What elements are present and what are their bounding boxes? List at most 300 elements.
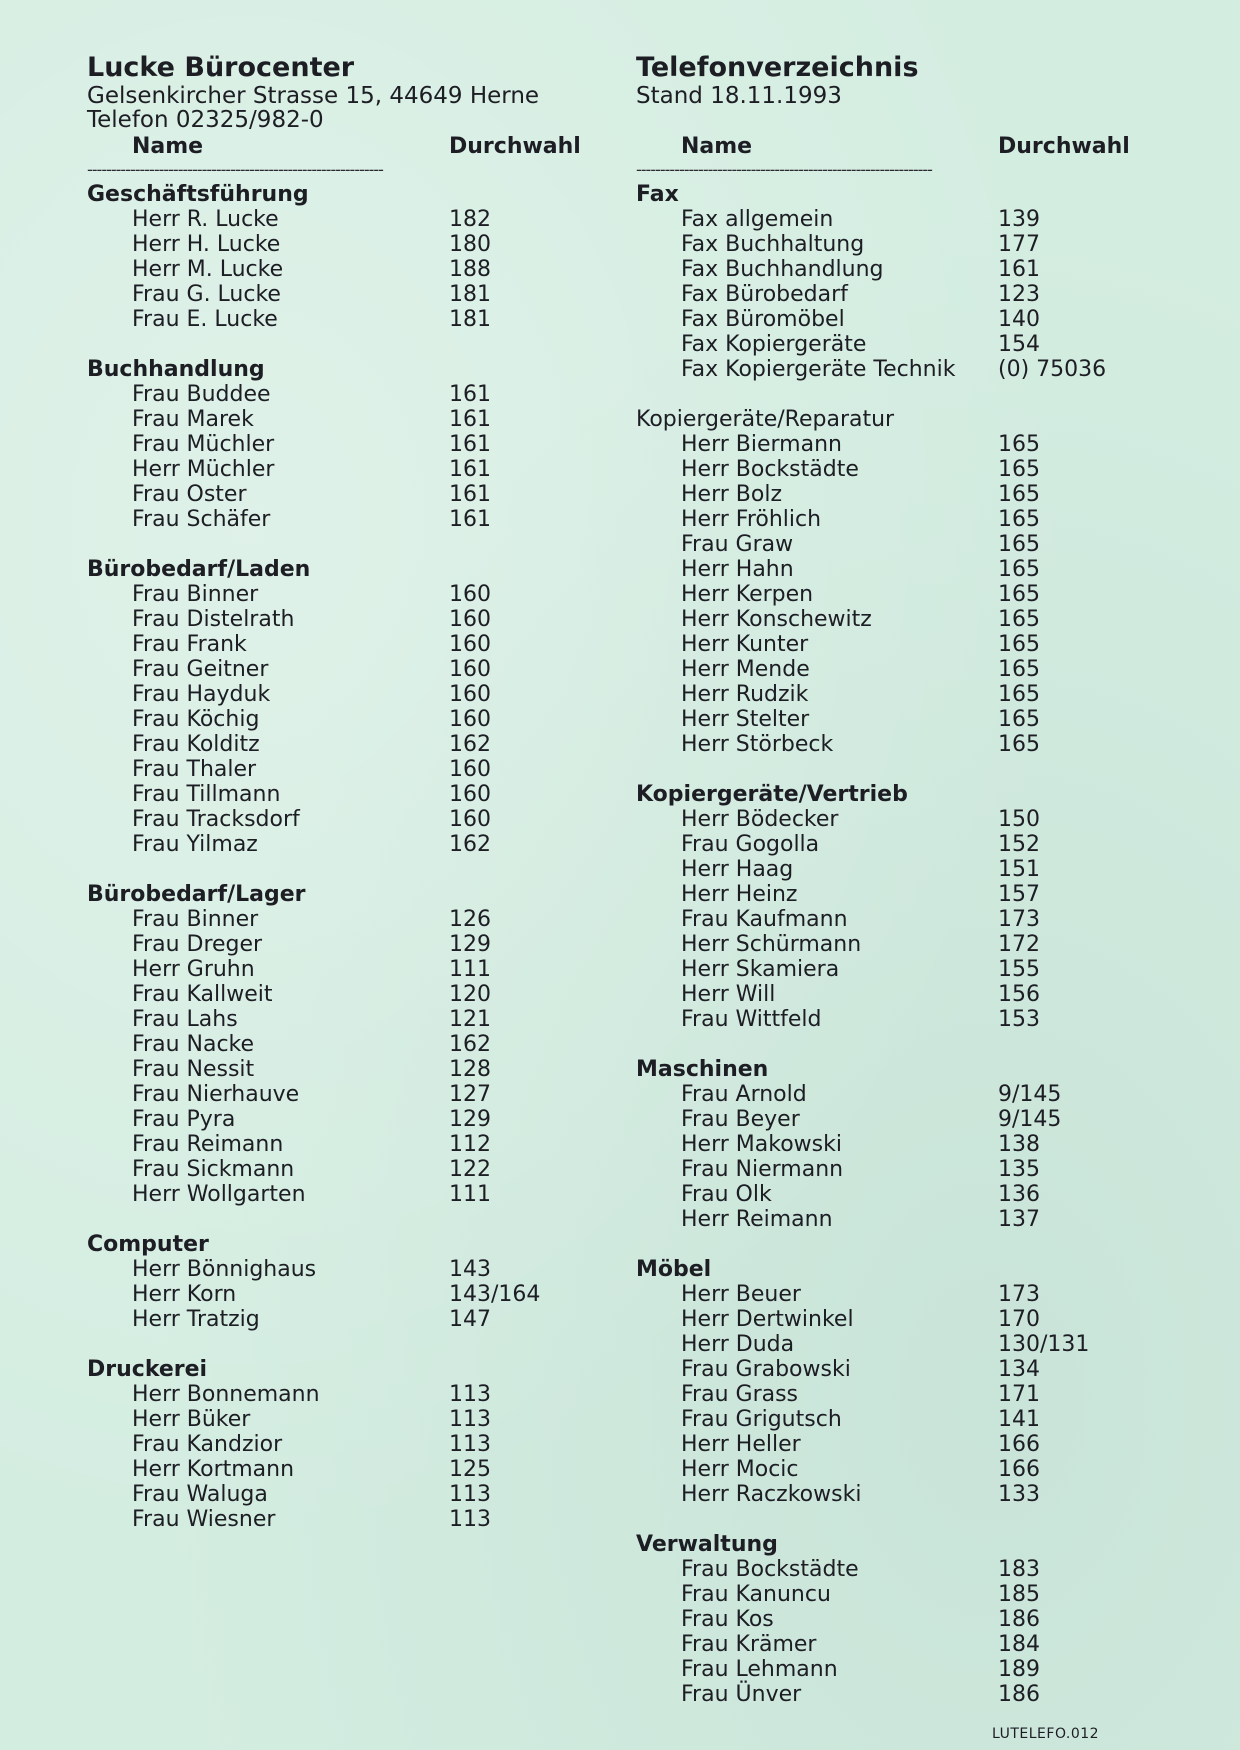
directory-entry bbox=[636, 907, 1156, 932]
document-code: LUTELEFO.012 bbox=[992, 1726, 1100, 1742]
directory-entry bbox=[636, 532, 1156, 557]
directory-entry bbox=[636, 482, 1156, 507]
entry-name: Frau Lahs bbox=[132, 1007, 238, 1032]
entry-name: Frau Kaufmann bbox=[681, 907, 848, 932]
entry-extension: 161 bbox=[449, 432, 491, 457]
entry-name: Fax Buchhandlung bbox=[681, 257, 884, 282]
entry-extension: 161 bbox=[449, 482, 491, 507]
entry-extension: 165 bbox=[998, 532, 1040, 557]
section-gap bbox=[636, 1032, 1156, 1057]
directory-entry bbox=[87, 832, 607, 857]
entry-name: Frau Grass bbox=[681, 1382, 799, 1407]
entry-extension: 136 bbox=[998, 1182, 1040, 1207]
entry-name: Herr Müchler bbox=[132, 457, 275, 482]
directory-entry bbox=[636, 607, 1156, 632]
entry-name: Fax Büromöbel bbox=[681, 307, 845, 332]
directory-entry bbox=[636, 232, 1156, 257]
directory-entry bbox=[636, 982, 1156, 1007]
directory-entry bbox=[87, 982, 607, 1007]
directory-entry bbox=[87, 282, 607, 307]
directory-entry bbox=[87, 1157, 607, 1182]
entry-extension: 151 bbox=[998, 857, 1040, 882]
entry-name: Frau Graw bbox=[681, 532, 794, 557]
entry-extension: 182 bbox=[449, 207, 491, 232]
entry-extension: 166 bbox=[998, 1432, 1040, 1457]
entry-name: Herr Haag bbox=[681, 857, 794, 882]
entry-name: Herr Duda bbox=[681, 1332, 795, 1357]
entry-name: Frau Binner bbox=[132, 582, 259, 607]
entry-name: Herr Rudzik bbox=[681, 682, 809, 707]
entry-extension: 160 bbox=[449, 807, 491, 832]
entry-name: Herr Büker bbox=[132, 1407, 251, 1432]
entry-extension: 154 bbox=[998, 332, 1040, 357]
entry-extension: 165 bbox=[998, 707, 1040, 732]
directory-entry bbox=[636, 1407, 1156, 1432]
entry-name: Herr Makowski bbox=[681, 1132, 842, 1157]
entry-extension: 160 bbox=[449, 657, 491, 682]
section-title: Computer bbox=[87, 1232, 209, 1257]
section-title: Bürobedarf/Lager bbox=[87, 882, 306, 907]
header-extension: Durchwahl bbox=[449, 134, 581, 159]
entry-extension: 165 bbox=[998, 432, 1040, 457]
entry-extension: 162 bbox=[449, 832, 491, 857]
entry-extension: 129 bbox=[449, 1107, 491, 1132]
entry-name: Frau Niermann bbox=[681, 1157, 844, 1182]
entry-extension: 186 bbox=[998, 1682, 1040, 1707]
directory-entry bbox=[636, 1007, 1156, 1032]
document-title: Telefonverzeichnis bbox=[636, 52, 919, 83]
entry-extension: 126 bbox=[449, 907, 491, 932]
directory-entry bbox=[636, 882, 1156, 907]
directory-entry bbox=[87, 1382, 607, 1407]
entry-name: Herr Bödecker bbox=[681, 807, 839, 832]
entry-extension: 123 bbox=[998, 282, 1040, 307]
directory-entry bbox=[87, 382, 607, 407]
entry-name: Herr Bolz bbox=[681, 482, 782, 507]
entry-name: Frau Pyra bbox=[132, 1107, 236, 1132]
entry-name: Frau Oster bbox=[132, 482, 247, 507]
directory-entry bbox=[636, 1482, 1156, 1507]
entry-extension: 185 bbox=[998, 1582, 1040, 1607]
entry-extension: 139 bbox=[998, 207, 1040, 232]
entry-name: Frau Ünver bbox=[681, 1682, 802, 1707]
entry-extension: 121 bbox=[449, 1007, 491, 1032]
entry-extension: 143 bbox=[449, 1257, 491, 1282]
entry-name: Herr Bockstädte bbox=[681, 457, 859, 482]
section-title: Maschinen bbox=[636, 1057, 769, 1082]
entry-extension: 160 bbox=[449, 632, 491, 657]
entry-extension: 138 bbox=[998, 1132, 1040, 1157]
directory-entry bbox=[636, 1607, 1156, 1632]
entry-name: Herr Raczkowski bbox=[681, 1482, 862, 1507]
directory-entry bbox=[87, 232, 607, 257]
directory-entry bbox=[636, 1282, 1156, 1307]
directory-entry bbox=[87, 407, 607, 432]
entry-extension: 165 bbox=[998, 632, 1040, 657]
section-gap bbox=[636, 757, 1156, 782]
entry-extension: 181 bbox=[449, 282, 491, 307]
entry-name: Herr M. Lucke bbox=[132, 257, 284, 282]
entry-extension: 157 bbox=[998, 882, 1040, 907]
entry-extension: 173 bbox=[998, 907, 1040, 932]
entry-extension: 134 bbox=[998, 1357, 1040, 1382]
directory-entry bbox=[636, 707, 1156, 732]
directory-section bbox=[636, 1532, 1156, 1707]
entry-extension: 171 bbox=[998, 1382, 1040, 1407]
entry-extension: (0) 75036 bbox=[998, 357, 1107, 382]
directory-entry bbox=[87, 607, 607, 632]
entry-extension: 170 bbox=[998, 1307, 1040, 1332]
directory-entry bbox=[87, 432, 607, 457]
directory-entry bbox=[87, 1082, 607, 1107]
entry-name: Herr Kerpen bbox=[681, 582, 814, 607]
entry-extension: 181 bbox=[449, 307, 491, 332]
entry-name: Herr Reimann bbox=[681, 1207, 833, 1232]
directory-section bbox=[87, 1232, 607, 1332]
right-directory bbox=[636, 182, 1156, 1707]
entry-name: Frau Grabowski bbox=[681, 1357, 851, 1382]
entry-name: Frau Kolditz bbox=[132, 732, 260, 757]
directory-entry bbox=[87, 207, 607, 232]
section-title: Bürobedarf/Laden bbox=[87, 557, 311, 582]
directory-entry bbox=[636, 1157, 1156, 1182]
entry-name: Herr Kortmann bbox=[132, 1457, 295, 1482]
entry-extension: 165 bbox=[998, 457, 1040, 482]
entry-name: Herr Gruhn bbox=[132, 957, 255, 982]
entry-extension: 161 bbox=[449, 407, 491, 432]
entry-name: Frau Arnold bbox=[681, 1082, 807, 1107]
entry-extension: 113 bbox=[449, 1432, 491, 1457]
directory-entry bbox=[87, 1282, 607, 1307]
entry-extension: 155 bbox=[998, 957, 1040, 982]
company-phone: Telefon 02325/982-0 bbox=[87, 107, 324, 133]
entry-extension: 120 bbox=[449, 982, 491, 1007]
directory-entry bbox=[636, 1207, 1156, 1232]
entry-name: Frau Frank bbox=[132, 632, 247, 657]
directory-entry bbox=[87, 1407, 607, 1432]
entry-name: Frau Wiesner bbox=[132, 1507, 276, 1532]
entry-extension: 160 bbox=[449, 757, 491, 782]
company-name: Lucke Bürocenter bbox=[87, 52, 355, 83]
directory-entry bbox=[636, 1457, 1156, 1482]
header-extension: Durchwahl bbox=[998, 134, 1130, 159]
entry-name: Herr Heinz bbox=[681, 882, 798, 907]
directory-entry bbox=[636, 557, 1156, 582]
entry-name: Herr Konschewitz bbox=[681, 607, 872, 632]
entry-extension: 160 bbox=[449, 707, 491, 732]
entry-extension: 141 bbox=[998, 1407, 1040, 1432]
directory-section bbox=[87, 1357, 607, 1532]
entry-name: Herr Schürmann bbox=[681, 932, 862, 957]
section-title: Möbel bbox=[636, 1257, 712, 1282]
entry-name: Frau Geitner bbox=[132, 657, 269, 682]
directory-entry bbox=[636, 932, 1156, 957]
entry-name: Frau Kanuncu bbox=[681, 1582, 831, 1607]
directory-entry bbox=[636, 282, 1156, 307]
entry-extension: 112 bbox=[449, 1132, 491, 1157]
separator-line: -------------------------------------------------------------- bbox=[636, 162, 932, 179]
entry-name: Frau Kos bbox=[681, 1607, 774, 1632]
entry-extension: 113 bbox=[449, 1382, 491, 1407]
column-header-left bbox=[87, 132, 607, 162]
entry-extension: 166 bbox=[998, 1457, 1040, 1482]
entry-name: Herr Mocic bbox=[681, 1457, 799, 1482]
directory-entry bbox=[87, 482, 607, 507]
entry-name: Frau Dreger bbox=[132, 932, 263, 957]
section-gap bbox=[87, 532, 607, 557]
entry-extension: 153 bbox=[998, 1007, 1040, 1032]
header-name: Name bbox=[681, 134, 753, 159]
entry-extension: 162 bbox=[449, 732, 491, 757]
directory-entry bbox=[87, 932, 607, 957]
directory-entry bbox=[636, 1332, 1156, 1357]
entry-name: Frau Schäfer bbox=[132, 507, 271, 532]
directory-entry bbox=[636, 1432, 1156, 1457]
directory-entry bbox=[636, 207, 1156, 232]
section-gap bbox=[636, 1507, 1156, 1532]
directory-entry bbox=[636, 357, 1156, 382]
directory-entry bbox=[87, 1507, 607, 1532]
entry-name: Fax Bürobedarf bbox=[681, 282, 848, 307]
directory-entry bbox=[87, 1057, 607, 1082]
directory-entry bbox=[87, 1307, 607, 1332]
directory-entry bbox=[636, 1657, 1156, 1682]
entry-extension: 125 bbox=[449, 1457, 491, 1482]
directory-entry bbox=[87, 707, 607, 732]
company-address: Gelsenkircher Strasse 15, 44649 Herne bbox=[87, 83, 540, 109]
left-directory bbox=[87, 182, 607, 1532]
directory-section bbox=[87, 357, 607, 532]
entry-extension: 111 bbox=[449, 1182, 491, 1207]
right-column bbox=[636, 52, 1156, 1707]
directory-entry bbox=[87, 457, 607, 482]
directory-entry bbox=[636, 632, 1156, 657]
entry-extension: 183 bbox=[998, 1557, 1040, 1582]
entry-extension: 165 bbox=[998, 682, 1040, 707]
directory-entry bbox=[636, 1357, 1156, 1382]
entry-extension: 161 bbox=[998, 257, 1040, 282]
directory-entry bbox=[87, 807, 607, 832]
entry-extension: 162 bbox=[449, 1032, 491, 1057]
entry-name: Herr Kunter bbox=[681, 632, 809, 657]
entry-name: Frau Thaler bbox=[132, 757, 257, 782]
directory-entry bbox=[636, 832, 1156, 857]
header-name: Name bbox=[132, 134, 204, 159]
directory-entry bbox=[636, 457, 1156, 482]
directory-entry bbox=[636, 1632, 1156, 1657]
entry-name: Frau Distelrath bbox=[132, 607, 295, 632]
entry-extension: 165 bbox=[998, 557, 1040, 582]
directory-entry bbox=[87, 582, 607, 607]
entry-name: Herr Mende bbox=[681, 657, 810, 682]
directory-section bbox=[636, 1057, 1156, 1232]
entry-extension: 160 bbox=[449, 607, 491, 632]
entry-extension: 165 bbox=[998, 657, 1040, 682]
section-gap bbox=[87, 1207, 607, 1232]
directory-entry bbox=[636, 957, 1156, 982]
entry-name: Frau Krämer bbox=[681, 1632, 817, 1657]
directory-entry bbox=[636, 1382, 1156, 1407]
entry-name: Frau Olk bbox=[681, 1182, 772, 1207]
directory-entry bbox=[87, 632, 607, 657]
entry-extension: 165 bbox=[998, 732, 1040, 757]
entry-name: Frau Bockstädte bbox=[681, 1557, 859, 1582]
entry-extension: 113 bbox=[449, 1507, 491, 1532]
header-spacer bbox=[636, 108, 1156, 132]
entry-extension: 147 bbox=[449, 1307, 491, 1332]
directory-section bbox=[636, 782, 1156, 1032]
left-column bbox=[87, 52, 607, 1532]
entry-extension: 140 bbox=[998, 307, 1040, 332]
entry-extension: 122 bbox=[449, 1157, 491, 1182]
directory-entry bbox=[636, 682, 1156, 707]
entry-name: Herr Stelter bbox=[681, 707, 810, 732]
directory-entry bbox=[87, 1107, 607, 1132]
directory-entry bbox=[636, 1182, 1156, 1207]
separator-line: -------------------------------------------------------------- bbox=[87, 162, 383, 179]
directory-section bbox=[636, 1257, 1156, 1507]
directory-entry bbox=[87, 307, 607, 332]
entry-name: Herr Hahn bbox=[681, 557, 794, 582]
directory-entry bbox=[636, 582, 1156, 607]
directory-entry bbox=[636, 1107, 1156, 1132]
section-gap bbox=[87, 1332, 607, 1357]
directory-entry bbox=[87, 782, 607, 807]
directory-entry bbox=[87, 732, 607, 757]
entry-name: Herr Korn bbox=[132, 1282, 237, 1307]
entry-extension: 189 bbox=[998, 1657, 1040, 1682]
entry-name: Fax Kopiergeräte Technik bbox=[681, 357, 956, 382]
entry-extension: 135 bbox=[998, 1157, 1040, 1182]
directory-entry bbox=[636, 332, 1156, 357]
entry-extension: 130/131 bbox=[998, 1332, 1090, 1357]
directory-entry bbox=[636, 307, 1156, 332]
directory-section bbox=[636, 407, 1156, 757]
directory-entry bbox=[636, 1307, 1156, 1332]
entry-extension: 113 bbox=[449, 1482, 491, 1507]
section-title: Druckerei bbox=[87, 1357, 208, 1382]
section-gap bbox=[636, 382, 1156, 407]
directory-entry bbox=[87, 1182, 607, 1207]
directory-section bbox=[87, 882, 607, 1207]
directory-entry bbox=[636, 1682, 1156, 1707]
entry-extension: 165 bbox=[998, 582, 1040, 607]
entry-extension: 173 bbox=[998, 1282, 1040, 1307]
entry-extension: 160 bbox=[449, 682, 491, 707]
entry-name: Frau Tillmann bbox=[132, 782, 281, 807]
entry-extension: 111 bbox=[449, 957, 491, 982]
section-title: Buchhandlung bbox=[87, 357, 265, 382]
entry-name: Herr Skamiera bbox=[681, 957, 840, 982]
entry-name: Frau Binner bbox=[132, 907, 259, 932]
entry-name: Herr Heller bbox=[681, 1432, 801, 1457]
entry-name: Herr R. Lucke bbox=[132, 207, 279, 232]
entry-name: Frau Kallweit bbox=[132, 982, 273, 1007]
entry-extension: 143/164 bbox=[449, 1282, 541, 1307]
entry-extension: 188 bbox=[449, 257, 491, 282]
entry-extension: 172 bbox=[998, 932, 1040, 957]
entry-name: Frau Nierhauve bbox=[132, 1082, 300, 1107]
entry-name: Frau Yilmaz bbox=[132, 832, 258, 857]
entry-name: Frau Köchig bbox=[132, 707, 260, 732]
directory-entry bbox=[87, 907, 607, 932]
entry-name: Frau Kandzior bbox=[132, 1432, 283, 1457]
entry-extension: 129 bbox=[449, 932, 491, 957]
entry-extension: 165 bbox=[998, 507, 1040, 532]
directory-entry bbox=[636, 1582, 1156, 1607]
entry-name: Frau Marek bbox=[132, 407, 254, 432]
directory-entry bbox=[87, 1457, 607, 1482]
entry-name: Herr Biermann bbox=[681, 432, 842, 457]
entry-extension: 177 bbox=[998, 232, 1040, 257]
entry-name: Frau Wittfeld bbox=[681, 1007, 822, 1032]
entry-extension: 128 bbox=[449, 1057, 491, 1082]
directory-entry bbox=[87, 757, 607, 782]
directory-entry bbox=[87, 1032, 607, 1057]
entry-extension: 133 bbox=[998, 1482, 1040, 1507]
entry-extension: 160 bbox=[449, 582, 491, 607]
section-title: Kopiergeräte/Vertrieb bbox=[636, 782, 908, 807]
entry-extension: 9/145 bbox=[998, 1107, 1062, 1132]
section-gap bbox=[636, 1232, 1156, 1257]
entry-extension: 161 bbox=[449, 457, 491, 482]
section-title: Kopiergeräte/Reparatur bbox=[636, 407, 895, 432]
entry-name: Herr Dertwinkel bbox=[681, 1307, 854, 1332]
entry-name: Herr Störbeck bbox=[681, 732, 834, 757]
directory-entry bbox=[87, 507, 607, 532]
directory-entry bbox=[636, 507, 1156, 532]
directory-entry bbox=[87, 682, 607, 707]
entry-name: Herr Bönnighaus bbox=[132, 1257, 317, 1282]
section-gap bbox=[87, 857, 607, 882]
entry-name: Herr Fröhlich bbox=[681, 507, 822, 532]
entry-extension: 152 bbox=[998, 832, 1040, 857]
entry-name: Frau Hayduk bbox=[132, 682, 271, 707]
entry-extension: 184 bbox=[998, 1632, 1040, 1657]
entry-name: Herr Wollgarten bbox=[132, 1182, 306, 1207]
directory-entry bbox=[636, 807, 1156, 832]
entry-extension: 113 bbox=[449, 1407, 491, 1432]
directory-section bbox=[87, 557, 607, 857]
directory-entry bbox=[87, 257, 607, 282]
entry-name: Herr Bonnemann bbox=[132, 1382, 320, 1407]
directory-entry bbox=[636, 657, 1156, 682]
entry-extension: 165 bbox=[998, 482, 1040, 507]
directory-entry bbox=[87, 1432, 607, 1457]
entry-name: Frau Nessit bbox=[132, 1057, 255, 1082]
directory-entry bbox=[87, 1482, 607, 1507]
entry-name: Herr Will bbox=[681, 982, 776, 1007]
entry-name: Fax allgemein bbox=[681, 207, 834, 232]
entry-name: Herr Tratzig bbox=[132, 1307, 260, 1332]
entry-name: Frau Gogolla bbox=[681, 832, 820, 857]
entry-extension: 161 bbox=[449, 382, 491, 407]
entry-name: Frau Waluga bbox=[132, 1482, 268, 1507]
entry-name: Frau Lehmann bbox=[681, 1657, 838, 1682]
entry-name: Herr H. Lucke bbox=[132, 232, 281, 257]
entry-extension: 186 bbox=[998, 1607, 1040, 1632]
entry-extension: 9/145 bbox=[998, 1082, 1062, 1107]
directory-entry bbox=[87, 1007, 607, 1032]
entry-name: Frau Sickmann bbox=[132, 1157, 295, 1182]
entry-name: Herr Beuer bbox=[681, 1282, 801, 1307]
directory-entry bbox=[636, 1132, 1156, 1157]
entry-extension: 137 bbox=[998, 1207, 1040, 1232]
section-title: Geschäftsführung bbox=[87, 182, 309, 207]
entry-name: Frau Buddee bbox=[132, 382, 271, 407]
entry-extension: 161 bbox=[449, 507, 491, 532]
entry-extension: 150 bbox=[998, 807, 1040, 832]
